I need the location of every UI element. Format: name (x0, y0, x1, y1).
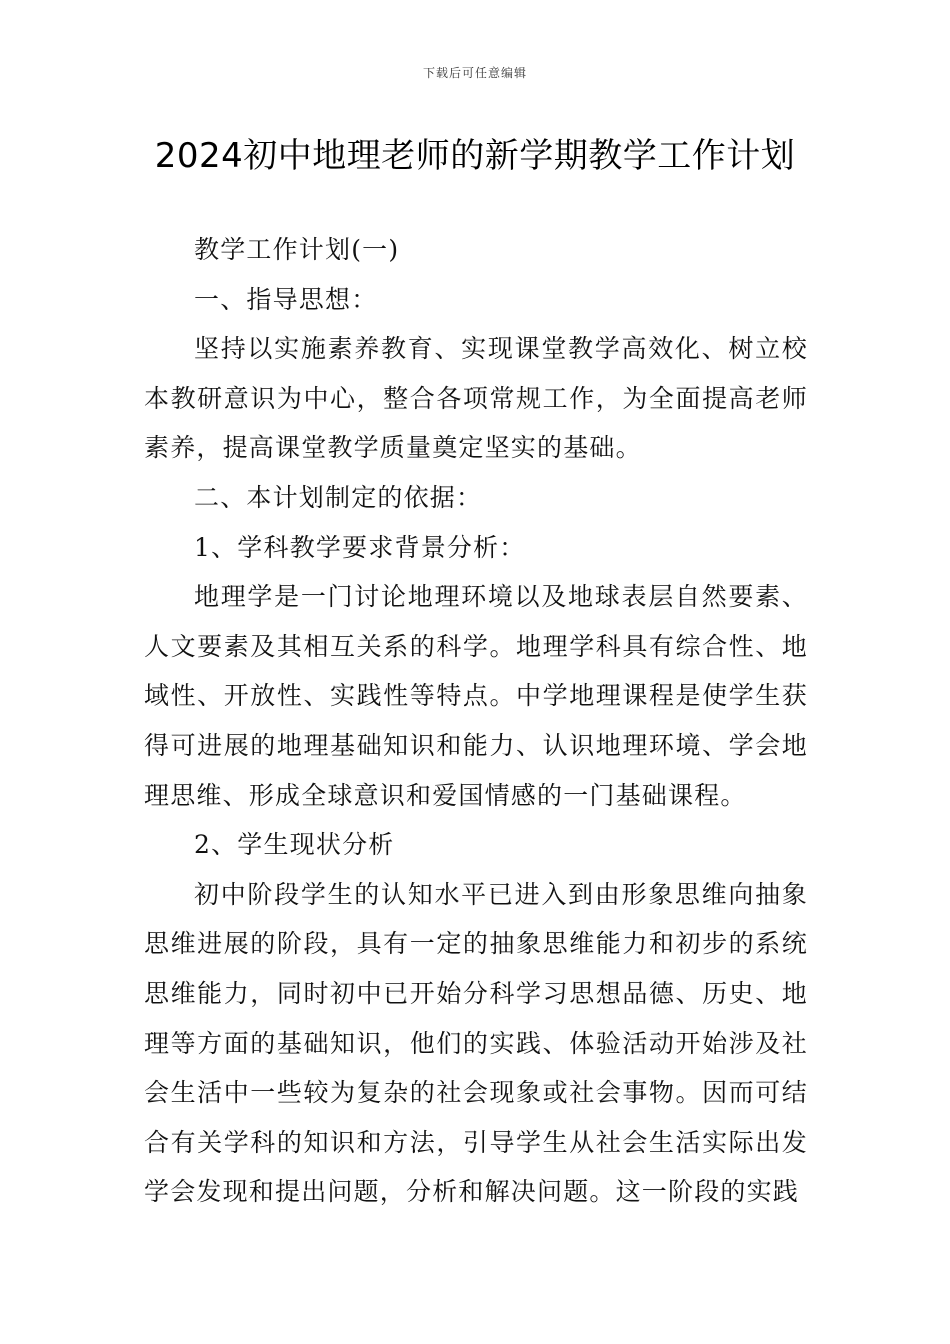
paragraph-plan-heading: 教学工作计划(一) (194, 235, 400, 264)
paragraph-guiding-thought-text: 坚持以实施素养教育、实现课堂教学高效化、树立校本教研意识为中心，整合各项常规工作，为全面提高老师素养，提高课堂教学质量奠定坚实的基础。 (144, 334, 808, 463)
header-note: 下载后可任意编辑 (422, 66, 527, 80)
paragraph-student-analysis-text: 初中阶段学生的认知水平已进入到由形象思维向抽象思维进展的阶段，具有一定的抽象思维能力和初步的系统思维能力，同时初中已开始分科学习思想品德、历史、地理等方面的基础知识，他们的实践、体验活动开始涉及社会生活中一些较为复杂的社会现象或社会事物。因而可结合有关学科的知识和方法，引导学生从社会生活实际出发学会发现和提出问题，分析和解决问题。这一阶段的实践 (144, 879, 808, 1207)
paragraph-subsection-student-analysis: 2、学生现状分析 (194, 830, 395, 860)
document-body (144, 225, 808, 1217)
paragraph-subsection-subject-analysis: 1、学科教学要求背景分析： (194, 532, 526, 562)
document-title: 2024初中地理老师的新学期教学工作计划 (154, 136, 796, 176)
paragraph-section-basis: 二、本计划制定的依据： (194, 482, 483, 512)
paragraph-subject-analysis-text: 地理学是一门讨论地理环境以及地球表层自然要素、人文要素及其相互关系的科学。地理学科具有综合性、地域性、开放性、实践性等特点。中学地理课程是使学生获得可进展的地理基础知识和能力、认识地理环境、学会地理思维、形成全球意识和爱国情感的一门基础课程。 (144, 582, 808, 810)
paragraph-section-guiding-thought: 一、指导思想： (194, 284, 378, 314)
